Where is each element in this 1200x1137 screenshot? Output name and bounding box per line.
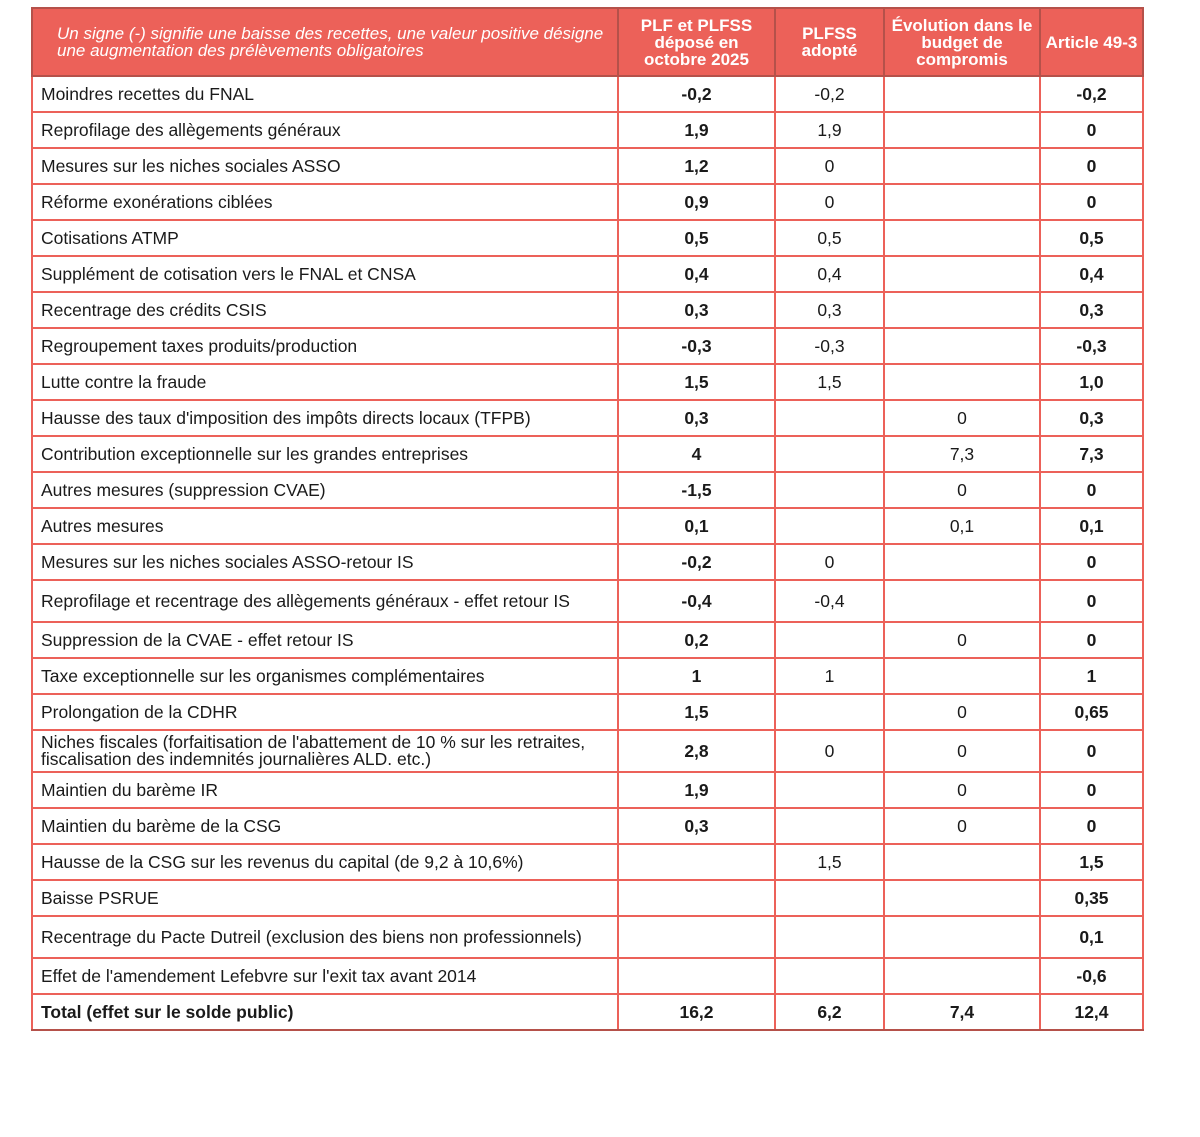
measure-label: Total (effet sur le solde public) <box>32 994 618 1030</box>
compromis-value <box>884 292 1040 328</box>
article-49-3-value: 1 <box>1040 658 1143 694</box>
plfss-value: -0,3 <box>775 328 884 364</box>
compromis-value: 0 <box>884 808 1040 844</box>
measure-label: Reprofilage et recentrage des allègements généraux - effet retour IS <box>32 580 618 622</box>
article-49-3-value: 0 <box>1040 580 1143 622</box>
compromis-value: 0 <box>884 730 1040 772</box>
plfss-value <box>775 772 884 808</box>
plfss-value <box>775 472 884 508</box>
plf-value: 1,9 <box>618 772 775 808</box>
plf-value: 0,3 <box>618 292 775 328</box>
table-row <box>32 364 1143 400</box>
article-49-3-value: -0,2 <box>1040 76 1143 112</box>
compromis-value: 0 <box>884 400 1040 436</box>
total-row <box>32 994 1143 1030</box>
table-body <box>32 76 1143 1030</box>
plf-value <box>618 880 775 916</box>
compromis-value <box>884 580 1040 622</box>
compromis-value: 0 <box>884 622 1040 658</box>
plf-value: 1 <box>618 658 775 694</box>
plfss-value <box>775 694 884 730</box>
compromis-value: 0 <box>884 772 1040 808</box>
measure-label: Suppression de la CVAE - effet retour IS <box>32 622 618 658</box>
compromis-value <box>884 328 1040 364</box>
compromis-value <box>884 220 1040 256</box>
article-49-3-value: 0 <box>1040 772 1143 808</box>
plfss-value: 0 <box>775 184 884 220</box>
article-49-3-value: 0 <box>1040 544 1143 580</box>
plf-value: 1,9 <box>618 112 775 148</box>
table-row <box>32 544 1143 580</box>
plf-value: 1,5 <box>618 364 775 400</box>
measure-label: Taxe exceptionnelle sur les organismes complémentaires <box>32 658 618 694</box>
measure-label: Niches fiscales (forfaitisation de l'abattement de 10 % sur les retraites, fiscalisation des indemnités journalières ALD. etc.) <box>32 730 618 772</box>
article-49-3-value: 0,1 <box>1040 508 1143 544</box>
table-row <box>32 880 1143 916</box>
plfss-value <box>775 622 884 658</box>
plf-value: -0,4 <box>618 580 775 622</box>
article-49-3-value: 0 <box>1040 808 1143 844</box>
article-49-3-value: 0 <box>1040 112 1143 148</box>
article-49-3-value: 0 <box>1040 472 1143 508</box>
compromis-value: 0 <box>884 472 1040 508</box>
article-49-3-value: 0,65 <box>1040 694 1143 730</box>
column-header-plfss: PLFSS adopté <box>775 8 884 76</box>
table-row <box>32 220 1143 256</box>
compromis-value <box>884 880 1040 916</box>
plfss-value <box>775 916 884 958</box>
table-row <box>32 256 1143 292</box>
compromis-value <box>884 916 1040 958</box>
plf-value: 1,5 <box>618 694 775 730</box>
plfss-value <box>775 508 884 544</box>
plfss-value <box>775 436 884 472</box>
plf-value: 1,2 <box>618 148 775 184</box>
table-row <box>32 148 1143 184</box>
article-49-3-value: 0,35 <box>1040 880 1143 916</box>
plf-value: -0,2 <box>618 544 775 580</box>
plfss-value: 1,5 <box>775 844 884 880</box>
measures-table <box>31 7 1144 1031</box>
table-row <box>32 76 1143 112</box>
table-row <box>32 772 1143 808</box>
plfss-value: 0,5 <box>775 220 884 256</box>
plf-value: 2,8 <box>618 730 775 772</box>
measure-label: Effet de l'amendement Lefebvre sur l'exit tax avant 2014 <box>32 958 618 994</box>
article-49-3-value: -0,6 <box>1040 958 1143 994</box>
measure-label: Contribution exceptionnelle sur les grandes entreprises <box>32 436 618 472</box>
measure-label: Hausse des taux d'imposition des impôts directs locaux (TFPB) <box>32 400 618 436</box>
plfss-value: 1 <box>775 658 884 694</box>
compromis-value: 7,4 <box>884 994 1040 1030</box>
compromis-value: 7,3 <box>884 436 1040 472</box>
compromis-value <box>884 76 1040 112</box>
article-49-3-value: 0,3 <box>1040 292 1143 328</box>
measure-label: Recentrage du Pacte Dutreil (exclusion des biens non professionnels) <box>32 916 618 958</box>
compromis-value <box>884 544 1040 580</box>
measure-label: Autres mesures <box>32 508 618 544</box>
sign-note-header: Un signe (-) signifie une baisse des recettes, une valeur positive désigne une augmentation des prélèvements obligatoires <box>32 8 618 76</box>
table-row <box>32 958 1143 994</box>
plfss-value <box>775 958 884 994</box>
table-row <box>32 622 1143 658</box>
measure-label: Maintien du barème de la CSG <box>32 808 618 844</box>
plf-value: 0,5 <box>618 220 775 256</box>
table-row <box>32 844 1143 880</box>
table-row <box>32 436 1143 472</box>
plf-value: 0,2 <box>618 622 775 658</box>
article-49-3-value: 0 <box>1040 184 1143 220</box>
plf-value: 0,4 <box>618 256 775 292</box>
table-row <box>32 730 1143 772</box>
measure-label: Supplément de cotisation vers le FNAL et CNSA <box>32 256 618 292</box>
plf-value: 16,2 <box>618 994 775 1030</box>
compromis-value <box>884 844 1040 880</box>
plfss-value <box>775 808 884 844</box>
article-49-3-value: 1,5 <box>1040 844 1143 880</box>
table-header <box>32 8 1143 76</box>
plf-value: -0,3 <box>618 328 775 364</box>
article-49-3-value: 0,5 <box>1040 220 1143 256</box>
table-row <box>32 184 1143 220</box>
article-49-3-value: 7,3 <box>1040 436 1143 472</box>
article-49-3-value: 0 <box>1040 622 1143 658</box>
article-49-3-value: 0 <box>1040 730 1143 772</box>
measure-label: Prolongation de la CDHR <box>32 694 618 730</box>
header-row <box>32 8 1143 76</box>
plf-value: 0,1 <box>618 508 775 544</box>
compromis-value: 0,1 <box>884 508 1040 544</box>
measure-label: Moindres recettes du FNAL <box>32 76 618 112</box>
measure-label: Autres mesures (suppression CVAE) <box>32 472 618 508</box>
table-row <box>32 508 1143 544</box>
measure-label: Hausse de la CSG sur les revenus du capital (de 9,2 à 10,6%) <box>32 844 618 880</box>
plfss-value: 6,2 <box>775 994 884 1030</box>
plfss-value <box>775 880 884 916</box>
article-49-3-value: 1,0 <box>1040 364 1143 400</box>
table-row <box>32 292 1143 328</box>
compromis-value <box>884 184 1040 220</box>
measure-label: Cotisations ATMP <box>32 220 618 256</box>
article-49-3-value: 0,3 <box>1040 400 1143 436</box>
table-row <box>32 472 1143 508</box>
measure-label: Recentrage des crédits CSIS <box>32 292 618 328</box>
plfss-value: -0,2 <box>775 76 884 112</box>
measure-label: Mesures sur les niches sociales ASSO-retour IS <box>32 544 618 580</box>
article-49-3-value: 12,4 <box>1040 994 1143 1030</box>
plfss-value <box>775 400 884 436</box>
article-49-3-value: 0,1 <box>1040 916 1143 958</box>
plfss-value: 0 <box>775 148 884 184</box>
compromis-value <box>884 112 1040 148</box>
plfss-value: 0 <box>775 730 884 772</box>
plf-value: -0,2 <box>618 76 775 112</box>
plfss-value: 0,3 <box>775 292 884 328</box>
plfss-value: -0,4 <box>775 580 884 622</box>
measure-label: Reprofilage des allègements généraux <box>32 112 618 148</box>
table-row <box>32 916 1143 958</box>
plf-value <box>618 958 775 994</box>
plf-value: 0,3 <box>618 400 775 436</box>
table-row <box>32 112 1143 148</box>
table-row <box>32 694 1143 730</box>
compromis-value: 0 <box>884 694 1040 730</box>
measure-label: Lutte contre la fraude <box>32 364 618 400</box>
plf-value: 0,3 <box>618 808 775 844</box>
table-row <box>32 580 1143 622</box>
measure-label: Regroupement taxes produits/production <box>32 328 618 364</box>
measure-label: Mesures sur les niches sociales ASSO <box>32 148 618 184</box>
plf-value <box>618 916 775 958</box>
plf-value: 4 <box>618 436 775 472</box>
table-row <box>32 808 1143 844</box>
plfss-value: 1,5 <box>775 364 884 400</box>
compromis-value <box>884 958 1040 994</box>
article-49-3-value: -0,3 <box>1040 328 1143 364</box>
plf-value: -1,5 <box>618 472 775 508</box>
plfss-value: 1,9 <box>775 112 884 148</box>
measure-label: Maintien du barème IR <box>32 772 618 808</box>
column-header-compromis: Évolution dans le budget de compromis <box>884 8 1040 76</box>
column-header-plf: PLF et PLFSS déposé en octobre 2025 <box>618 8 775 76</box>
table-row <box>32 328 1143 364</box>
column-header-article-49-3: Article 49-3 <box>1040 8 1143 76</box>
table-row <box>32 400 1143 436</box>
plf-value: 0,9 <box>618 184 775 220</box>
compromis-value <box>884 658 1040 694</box>
measure-label: Baisse PSRUE <box>32 880 618 916</box>
plfss-value: 0 <box>775 544 884 580</box>
article-49-3-value: 0,4 <box>1040 256 1143 292</box>
compromis-value <box>884 256 1040 292</box>
compromis-value <box>884 364 1040 400</box>
compromis-value <box>884 148 1040 184</box>
table-row <box>32 658 1143 694</box>
measure-label: Réforme exonérations ciblées <box>32 184 618 220</box>
plf-value <box>618 844 775 880</box>
article-49-3-value: 0 <box>1040 148 1143 184</box>
plfss-value: 0,4 <box>775 256 884 292</box>
